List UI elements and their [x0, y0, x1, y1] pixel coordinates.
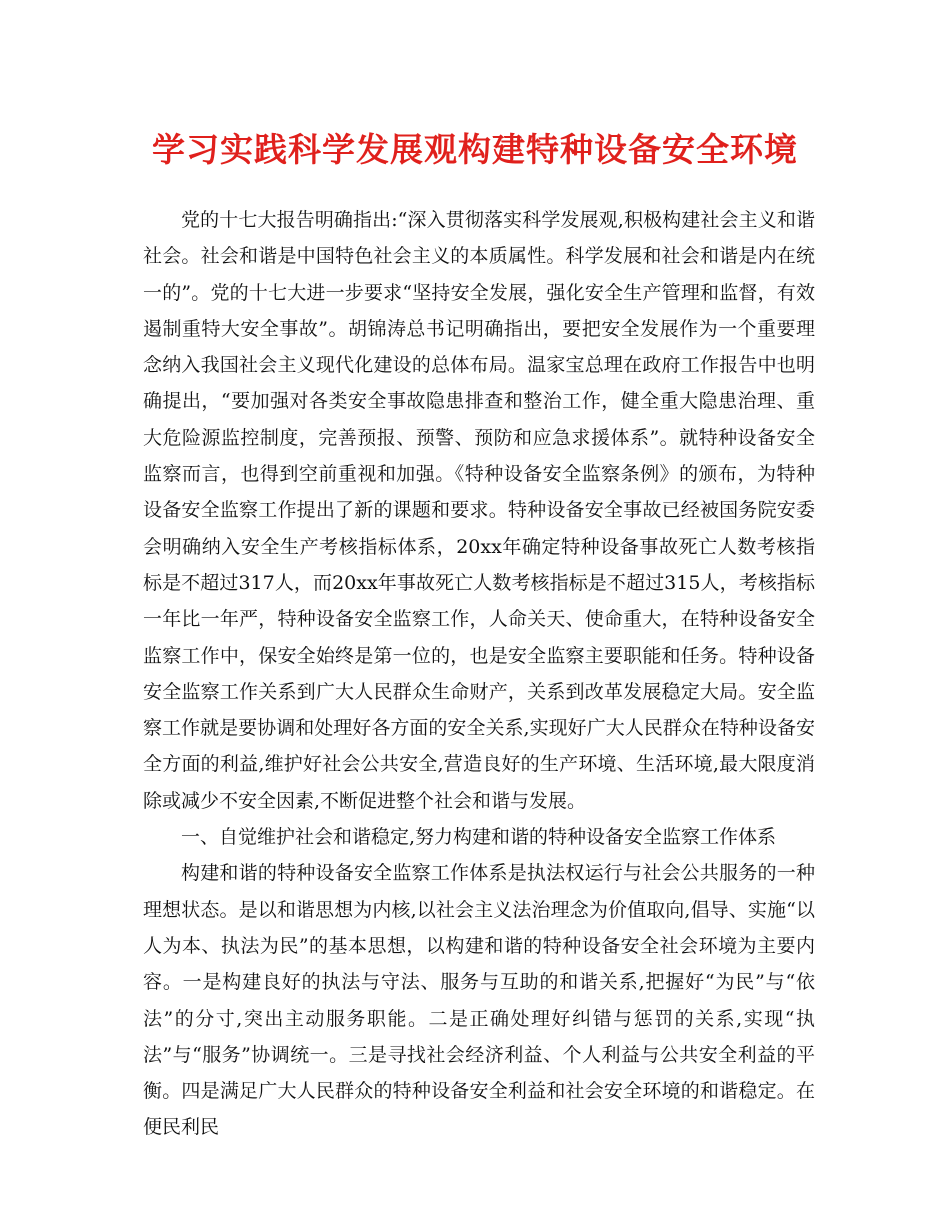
- body-paragraph: 党的十七大报告明确指出:“深入贯彻落实科学发展观,积极构建社会主义和谐社会。社会和谐是中国特色社会主义的本质属性。科学发展和社会和谐是内在统一的”。党的十七大进一步要求“坚持安全发展，强化安全生产管理和监督，有效遏制重特大安全事故”。胡锦涛总书记明确指出，要把安全发展作为一个重要理念纳入我国社会主义现代化建设的总体布局。温家宝总理在政府工作报告中也明确提出，“要加强对各类安全事故隐患排查和整治工作，健全重大隐患治理、重大危险源监控制度，完善预报、预警、预防和应急求援体系”。就特种设备安全监察而言，也得到空前重视和加强。《特种设备安全监察条例》的颁布，为特种设备安全监察工作提出了新的课题和要求。特种设备安全事故已经被国务院安委会明确纳入安全生产考核指标体系，20xx年确定特种设备事故死亡人数考核指标是不超过317人，而20xx年事故死亡人数考核指标是不超过315人，考核指标一年比一年严，特种设备安全监察工作，人命关天、使命重大，在特种设备安全监察工作中，保安全始终是第一位的，也是安全监察主要职能和任务。特种设备安全监察工作关系到广大人民群众生命财产，关系到改革发展稳定大局。安全监察工作就是要协调和处理好各方面的安全关系,实现好广大人民群众在特种设备安全方面的利益,维护好社会公共安全,营造良好的生产环境、生活环境,最大限度消除或减少不安全因素,不断促进整个社会和谐与发展。: [143, 209, 815, 812]
- section-heading: 一、自觉维护社会和谐稳定,努力构建和谐的特种设备安全监察工作体系: [181, 826, 777, 849]
- document-body: [143, 202, 815, 1146]
- document-title: 学习实践科学发展观构建特种设备安全环境: [152, 130, 798, 169]
- body-paragraph: 构建和谐的特种设备安全监察工作体系是执法权运行与社会公共服务的一种理想状态。是以和谐思想为内核,以社会主义法治理念为价值取向,倡导、实施“以人为本、执法为民”的基本思想，以构建和谐的特种设备安全社会环境为主要内容。一是构建良好的执法与守法、服务与互助的和谐关系,把握好“为民”与“依法”的分寸,突出主动服务职能。二是正确处理好纠错与惩罚的关系,实现“执法”与“服务”协调统一。三是寻找社会经济利益、个人利益与公共安全利益的平衡。四是满足广大人民群众的特种设备安全利益和社会安全环境的和谐稳定。在便民利民: [143, 862, 815, 1139]
